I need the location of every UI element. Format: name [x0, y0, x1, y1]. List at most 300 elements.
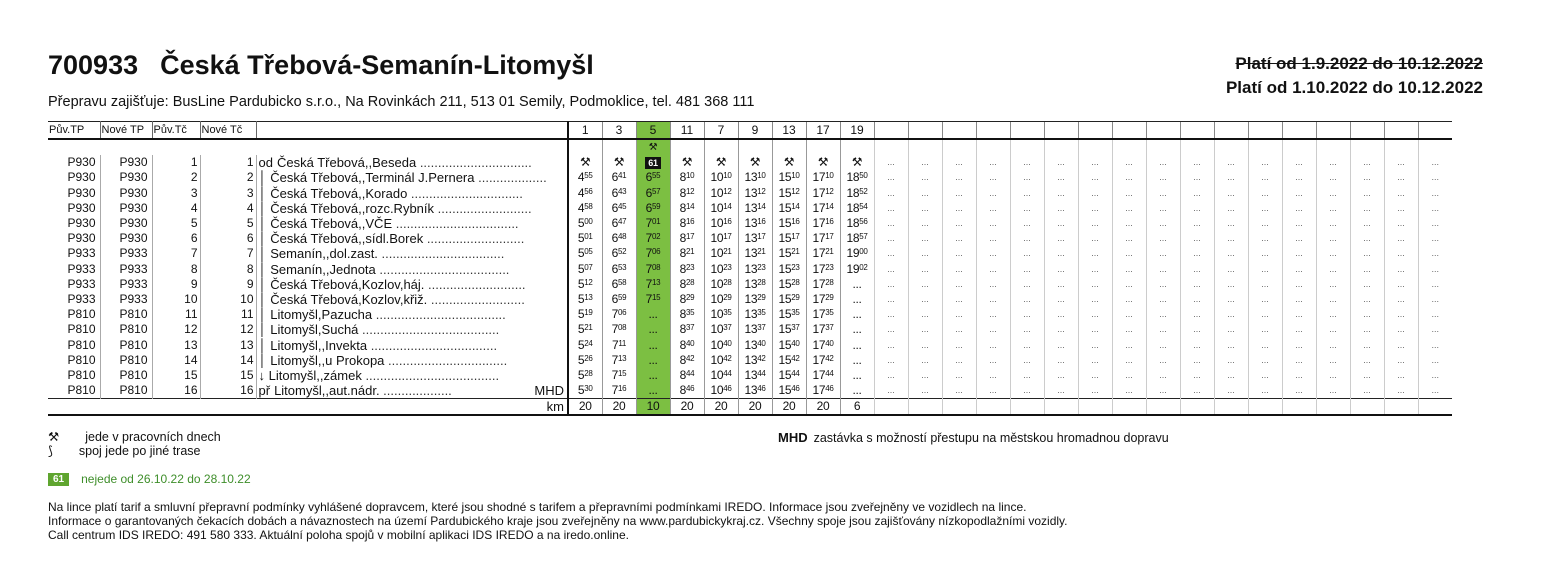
blank-cell — [200, 399, 256, 416]
empty-trip-cell: ... — [1112, 155, 1146, 170]
departure-time: ... — [852, 276, 862, 291]
trip-number: 5 — [636, 122, 670, 140]
validity-old: Platí od 1.9.2022 do 10.12.2022 — [1235, 54, 1483, 73]
time-cell — [772, 231, 806, 246]
time-cell — [806, 292, 840, 307]
time-cell — [738, 170, 772, 185]
empty-trip-cell: ... — [874, 155, 908, 170]
empty-trip-header — [942, 122, 976, 140]
departure-time: $13^{12}$ — [744, 185, 766, 200]
empty-trip-cell: ... — [1078, 216, 1112, 231]
empty-trip-cell: ... — [1282, 231, 1316, 246]
departure-time: $8^{46}$ — [679, 383, 695, 398]
empty-trip-cell: ... — [1180, 383, 1214, 399]
empty-trip-cell: ... — [1418, 337, 1452, 352]
time-cell — [636, 292, 670, 307]
departure-time: $4^{55}$ — [577, 170, 593, 185]
empty-trip-cell: ... — [1044, 353, 1078, 368]
empty-trip-cell: ... — [1044, 337, 1078, 352]
empty-trip-cell: ... — [976, 155, 1010, 170]
column-header: Pův.TP — [48, 122, 100, 140]
stop-name-cell — [256, 353, 568, 368]
trip-number: 13 — [772, 122, 806, 140]
empty-trip-cell: ... — [1180, 170, 1214, 185]
stop-name: Česká Třebová,,Beseda — [276, 155, 417, 171]
empty-trip-cell: ... — [1112, 322, 1146, 337]
empty-trip-cell: ... — [1316, 246, 1350, 261]
empty-trip-header — [1248, 122, 1282, 140]
empty-trip-cell: ... — [1248, 155, 1282, 170]
stop-name: Litomyšl,,u Prokopa — [270, 352, 385, 368]
time-cell — [670, 201, 704, 216]
stop-name-cell — [256, 155, 568, 170]
stop-prefix: př — [258, 383, 271, 399]
leader-dots: ............................... — [407, 185, 523, 201]
empty-trip-cell: ... — [1248, 216, 1282, 231]
departure-time: $15^{40}$ — [778, 337, 800, 352]
empty-trip-cell: ... — [874, 186, 908, 201]
empty-trip-cell: ... — [1010, 307, 1044, 322]
stop-name: Česká Třebová,Kozlov,háj. — [270, 276, 425, 292]
empty-trip-cell: ... — [1350, 246, 1384, 261]
stop-row — [48, 353, 1452, 368]
empty-trip-cell: ... — [908, 246, 942, 261]
empty-trip-cell: ... — [908, 322, 942, 337]
departure-time: $6^{41}$ — [611, 170, 627, 185]
route-line-icon: │ — [258, 170, 271, 186]
empty-trip-cell: ... — [1044, 155, 1078, 170]
km-cell: 20 — [602, 399, 636, 416]
empty-trip-cell: ... — [976, 322, 1010, 337]
departure-time: $15^{28}$ — [778, 276, 800, 291]
empty-trip-cell: ... — [1112, 383, 1146, 399]
empty-trip-cell — [1146, 139, 1180, 155]
departure-time: $5^{21}$ — [577, 322, 593, 337]
empty-trip-cell: ... — [1214, 170, 1248, 185]
empty-trip-cell: ... — [874, 383, 908, 399]
empty-trip-cell: ... — [1350, 186, 1384, 201]
stop-tp-old: P810 — [48, 353, 100, 368]
empty-trip-cell: ... — [874, 201, 908, 216]
time-cell — [772, 201, 806, 216]
empty-trip-cell: ... — [1418, 277, 1452, 292]
stop-tp-old: P933 — [48, 262, 100, 277]
empty-trip-cell: ... — [1010, 155, 1044, 170]
stop-tc-new: 6 — [200, 231, 256, 246]
time-cell — [568, 277, 602, 292]
km-cell: 20 — [704, 399, 738, 416]
empty-trip-cell: ... — [1282, 368, 1316, 383]
empty-trip-cell: ... — [1112, 231, 1146, 246]
stop-tp-old: P930 — [48, 201, 100, 216]
empty-trip-cell: ... — [1350, 368, 1384, 383]
empty-trip-cell: ... — [1146, 383, 1180, 399]
empty-trip-cell: ... — [1180, 155, 1214, 170]
departure-time: $10^{12}$ — [710, 185, 732, 200]
empty-trip-cell: ... — [1180, 246, 1214, 261]
stop-tc-new: 8 — [200, 262, 256, 277]
departure-time: $8^{17}$ — [679, 231, 695, 246]
empty-trip-cell: ... — [1180, 201, 1214, 216]
empty-trip-header — [1214, 122, 1248, 140]
stop-tp-old: P810 — [48, 368, 100, 383]
empty-trip-cell: ... — [1214, 353, 1248, 368]
departure-time: $10^{23}$ — [710, 261, 732, 276]
empty-trip-cell: ... — [942, 277, 976, 292]
empty-trip-cell: ... — [1384, 262, 1418, 277]
empty-trip-cell: ... — [942, 231, 976, 246]
empty-trip-cell: ... — [908, 216, 942, 231]
empty-trip-cell: ... — [1044, 262, 1078, 277]
time-cell — [602, 216, 636, 231]
empty-trip-cell: ... — [1146, 337, 1180, 352]
departure-time: $13^{44}$ — [744, 367, 766, 382]
empty-trip-cell: ... — [942, 262, 976, 277]
empty-trip-header — [1418, 122, 1452, 140]
empty-trip-cell: ... — [1146, 231, 1180, 246]
empty-trip-cell: ... — [1418, 170, 1452, 185]
timetable — [48, 121, 1452, 416]
empty-trip-cell: ... — [1044, 246, 1078, 261]
empty-trip-cell: ... — [1282, 246, 1316, 261]
departure-time: $15^{35}$ — [778, 307, 800, 322]
empty-trip-cell: ... — [1248, 231, 1282, 246]
time-cell — [636, 170, 670, 185]
empty-trip-cell: ... — [908, 231, 942, 246]
empty-trip-cell — [1350, 139, 1384, 155]
departure-time: $8^{42}$ — [679, 352, 695, 367]
empty-trip-cell: ... — [1350, 292, 1384, 307]
time-cell — [670, 292, 704, 307]
stop-tp-old: P933 — [48, 292, 100, 307]
time-cell — [772, 307, 806, 322]
empty-trip-cell: ... — [1146, 216, 1180, 231]
departure-time: $7^{15}$ — [645, 291, 661, 306]
time-cell — [704, 201, 738, 216]
empty-trip-cell: ... — [976, 368, 1010, 383]
empty-trip-cell: ... — [1316, 186, 1350, 201]
blank-cell — [48, 139, 100, 155]
route-line-icon: │ — [258, 185, 271, 201]
stop-name: Česká Třebová,Kozlov,křiž. — [270, 291, 428, 307]
empty-trip-cell: ... — [1282, 170, 1316, 185]
stop-row — [48, 368, 1452, 383]
empty-trip-cell — [1418, 399, 1452, 416]
empty-trip-cell: ... — [1214, 322, 1248, 337]
empty-trip-cell — [1418, 139, 1452, 155]
departure-time: $6^{57}$ — [645, 185, 661, 200]
stop-tc-new: 2 — [200, 170, 256, 185]
stop-name-cell — [256, 246, 568, 261]
empty-trip-cell: ... — [874, 292, 908, 307]
time-cell — [840, 322, 874, 337]
empty-trip-cell: ... — [1044, 277, 1078, 292]
stop-tp-old: P810 — [48, 337, 100, 352]
departure-time: $10^{35}$ — [710, 307, 732, 322]
empty-trip-cell: ... — [1078, 322, 1112, 337]
leader-dots: ........................... — [423, 231, 525, 247]
departure-time: $6^{53}$ — [611, 261, 627, 276]
route-line-icon: │ — [258, 322, 271, 338]
time-cell — [840, 246, 874, 261]
empty-trip-cell: ... — [1078, 307, 1112, 322]
empty-trip-cell: ... — [908, 201, 942, 216]
departure-time: $18^{52}$ — [846, 185, 868, 200]
pickaxe-hammer-icon: ⚒ — [783, 155, 795, 170]
departure-time: $7^{11}$ — [611, 337, 627, 352]
empty-trip-cell — [1112, 399, 1146, 416]
km-cell: 20 — [772, 399, 806, 416]
stop-row — [48, 292, 1452, 307]
empty-trip-cell: ... — [1214, 262, 1248, 277]
empty-trip-cell: ... — [908, 155, 942, 170]
stop-tp-new: P933 — [100, 262, 152, 277]
time-cell — [806, 170, 840, 185]
empty-trip-cell: ... — [1112, 353, 1146, 368]
time-cell — [602, 170, 636, 185]
departure-time: $8^{29}$ — [679, 291, 695, 306]
time-cell — [704, 383, 738, 399]
time-cell — [772, 353, 806, 368]
empty-trip-cell: ... — [1078, 292, 1112, 307]
trip-code-cell — [772, 139, 806, 155]
time-cell — [602, 383, 636, 399]
empty-trip-cell: ... — [976, 201, 1010, 216]
departure-time: $10^{16}$ — [710, 216, 732, 231]
departure-time: $10^{37}$ — [710, 322, 732, 337]
empty-trip-cell: ... — [1350, 322, 1384, 337]
departure-time: $10^{17}$ — [710, 231, 732, 246]
empty-trip-cell: ... — [1384, 186, 1418, 201]
time-cell — [704, 231, 738, 246]
stop-name-cell — [256, 186, 568, 201]
time-cell — [840, 186, 874, 201]
departure-time: $5^{30}$ — [577, 383, 593, 398]
stop-name: Litomyšl,Suchá — [270, 322, 359, 338]
departure-time: $7^{02}$ — [645, 231, 661, 246]
empty-trip-cell — [1112, 139, 1146, 155]
stop-name-cell — [256, 337, 568, 352]
empty-trip-cell — [1316, 399, 1350, 416]
empty-trip-cell: ... — [908, 262, 942, 277]
stop-name-cell — [256, 277, 568, 292]
time-cell — [704, 277, 738, 292]
empty-trip-cell: ... — [1180, 307, 1214, 322]
empty-trip-cell: ... — [874, 277, 908, 292]
departure-time: $7^{06}$ — [611, 307, 627, 322]
time-cell — [704, 337, 738, 352]
departure-time: $5^{05}$ — [577, 246, 593, 261]
time-cell — [670, 155, 704, 170]
time-cell — [602, 292, 636, 307]
route-line-icon: │ — [258, 200, 271, 216]
empty-trip-cell: ... — [1316, 201, 1350, 216]
time-cell — [670, 277, 704, 292]
empty-trip-cell: ... — [1248, 368, 1282, 383]
empty-trip-cell: ... — [1078, 337, 1112, 352]
blank-cell — [48, 399, 100, 416]
time-cell — [602, 231, 636, 246]
time-cell — [670, 170, 704, 185]
trip-number: 17 — [806, 122, 840, 140]
time-cell — [602, 246, 636, 261]
empty-trip-cell: ... — [1146, 368, 1180, 383]
departure-time: $13^{16}$ — [744, 216, 766, 231]
route-line-icon: │ — [258, 307, 271, 323]
time-cell — [704, 170, 738, 185]
pickaxe-hammer-icon: ⚒ — [715, 155, 727, 170]
time-cell — [670, 186, 704, 201]
leader-dots: .................................. — [392, 216, 519, 232]
stop-row — [48, 155, 1452, 170]
time-cell — [670, 231, 704, 246]
stop-tp-old: P810 — [48, 307, 100, 322]
departure-time: $10^{44}$ — [710, 367, 732, 382]
departure-time: $7^{16}$ — [611, 383, 627, 398]
empty-trip-cell: ... — [1010, 277, 1044, 292]
stop-name-cell — [256, 292, 568, 307]
empty-trip-cell: ... — [1350, 337, 1384, 352]
empty-trip-cell: ... — [1214, 307, 1248, 322]
empty-trip-cell: ... — [1384, 353, 1418, 368]
empty-trip-cell: ... — [1180, 368, 1214, 383]
empty-trip-cell: ... — [1044, 322, 1078, 337]
empty-trip-cell: ... — [1078, 277, 1112, 292]
km-cell: 20 — [670, 399, 704, 416]
empty-trip-cell: ... — [1316, 353, 1350, 368]
empty-trip-cell: ... — [1418, 231, 1452, 246]
empty-trip-cell: ... — [1044, 216, 1078, 231]
departure-time: $7^{13}$ — [611, 352, 627, 367]
empty-trip-cell: ... — [1418, 262, 1452, 277]
time-cell — [602, 322, 636, 337]
departure-time: $8^{10}$ — [679, 170, 695, 185]
empty-trip-cell: ... — [1248, 307, 1282, 322]
time-cell — [772, 322, 806, 337]
stop-name: Česká Třebová,,Korado — [270, 185, 408, 201]
empty-trip-cell: ... — [1044, 292, 1078, 307]
stop-name: Litomyšl,Pazucha — [270, 307, 373, 323]
leader-dots: ..................................... — [361, 367, 500, 383]
empty-trip-cell: ... — [1044, 307, 1078, 322]
time-cell — [738, 337, 772, 352]
pickaxe-hammer-icon: ⚒ — [681, 155, 693, 170]
time-cell — [704, 322, 738, 337]
empty-trip-cell: ... — [874, 368, 908, 383]
time-cell — [738, 262, 772, 277]
empty-trip-cell: ... — [1146, 170, 1180, 185]
stop-name: Česká Třebová,,rozc.Rybník — [270, 200, 435, 216]
empty-trip-cell: ... — [1078, 155, 1112, 170]
time-cell — [738, 246, 772, 261]
empty-trip-cell — [1282, 139, 1316, 155]
stop-tc-new: 5 — [200, 216, 256, 231]
stop-tp-old: P930 — [48, 155, 100, 170]
departure-time: ... — [852, 337, 862, 352]
time-cell — [670, 216, 704, 231]
trip-number: 9 — [738, 122, 772, 140]
empty-trip-cell: ... — [1248, 292, 1282, 307]
departure-time: $8^{16}$ — [679, 216, 695, 231]
empty-trip-cell: ... — [1384, 337, 1418, 352]
blank-cell — [100, 139, 152, 155]
empty-trip-cell: ... — [874, 246, 908, 261]
empty-trip-cell: ... — [1282, 353, 1316, 368]
empty-trip-cell: ... — [942, 322, 976, 337]
departure-time: $10^{21}$ — [710, 246, 732, 261]
stop-tp-new: P810 — [100, 353, 152, 368]
time-cell — [704, 155, 738, 170]
empty-trip-cell: ... — [1146, 186, 1180, 201]
empty-trip-cell: ... — [1180, 216, 1214, 231]
time-cell — [840, 292, 874, 307]
departure-time: $10^{42}$ — [710, 352, 732, 367]
empty-trip-cell — [1214, 139, 1248, 155]
time-cell — [772, 277, 806, 292]
mhd-legend — [778, 430, 1169, 445]
empty-trip-cell — [976, 139, 1010, 155]
empty-trip-cell: ... — [1112, 307, 1146, 322]
empty-trip-cell: ... — [976, 353, 1010, 368]
empty-trip-cell: ... — [1112, 246, 1146, 261]
departure-time: $15^{14}$ — [778, 200, 800, 215]
time-cell — [704, 368, 738, 383]
time-cell — [568, 262, 602, 277]
departure-time: $7^{08}$ — [611, 322, 627, 337]
departure-time: $6^{58}$ — [611, 276, 627, 291]
pickaxe-hammer-icon: ⚒ — [851, 155, 863, 170]
empty-trip-cell: ... — [1384, 216, 1418, 231]
empty-trip-cell: ... — [1112, 262, 1146, 277]
time-cell — [568, 353, 602, 368]
stop-tc-old: 1 — [152, 155, 200, 170]
empty-trip-cell: ... — [1350, 262, 1384, 277]
empty-trip-header — [1282, 122, 1316, 140]
leader-dots: ............................... — [416, 155, 532, 171]
time-cell — [568, 201, 602, 216]
departure-time: $7^{01}$ — [645, 216, 661, 231]
time-cell — [704, 186, 738, 201]
km-label: km — [256, 399, 568, 416]
stop-tp-new: P810 — [100, 322, 152, 337]
departure-time: $17^{40}$ — [812, 337, 834, 352]
route-line-icon: │ — [258, 261, 271, 277]
km-cell: 6 — [840, 399, 874, 416]
time-cell — [738, 186, 772, 201]
time-cell — [568, 322, 602, 337]
empty-trip-cell: ... — [1248, 383, 1282, 399]
empty-trip-cell: ... — [1010, 292, 1044, 307]
time-cell — [636, 353, 670, 368]
departure-time: $15^{23}$ — [778, 261, 800, 276]
departure-time: $17^{10}$ — [812, 170, 834, 185]
trip-number: 19 — [840, 122, 874, 140]
time-cell — [602, 201, 636, 216]
departure-time: $5^{13}$ — [577, 291, 593, 306]
time-cell — [568, 231, 602, 246]
km-cell: 20 — [806, 399, 840, 416]
leader-dots: ................... — [379, 383, 452, 399]
time-cell — [636, 383, 670, 399]
empty-trip-cell: ... — [976, 277, 1010, 292]
empty-trip-cell: ... — [942, 155, 976, 170]
empty-trip-cell: ... — [1180, 277, 1214, 292]
time-cell — [602, 353, 636, 368]
empty-trip-cell: ... — [976, 231, 1010, 246]
departure-time: $6^{59}$ — [611, 291, 627, 306]
blank-cell — [256, 139, 568, 155]
empty-trip-cell: ... — [1316, 277, 1350, 292]
